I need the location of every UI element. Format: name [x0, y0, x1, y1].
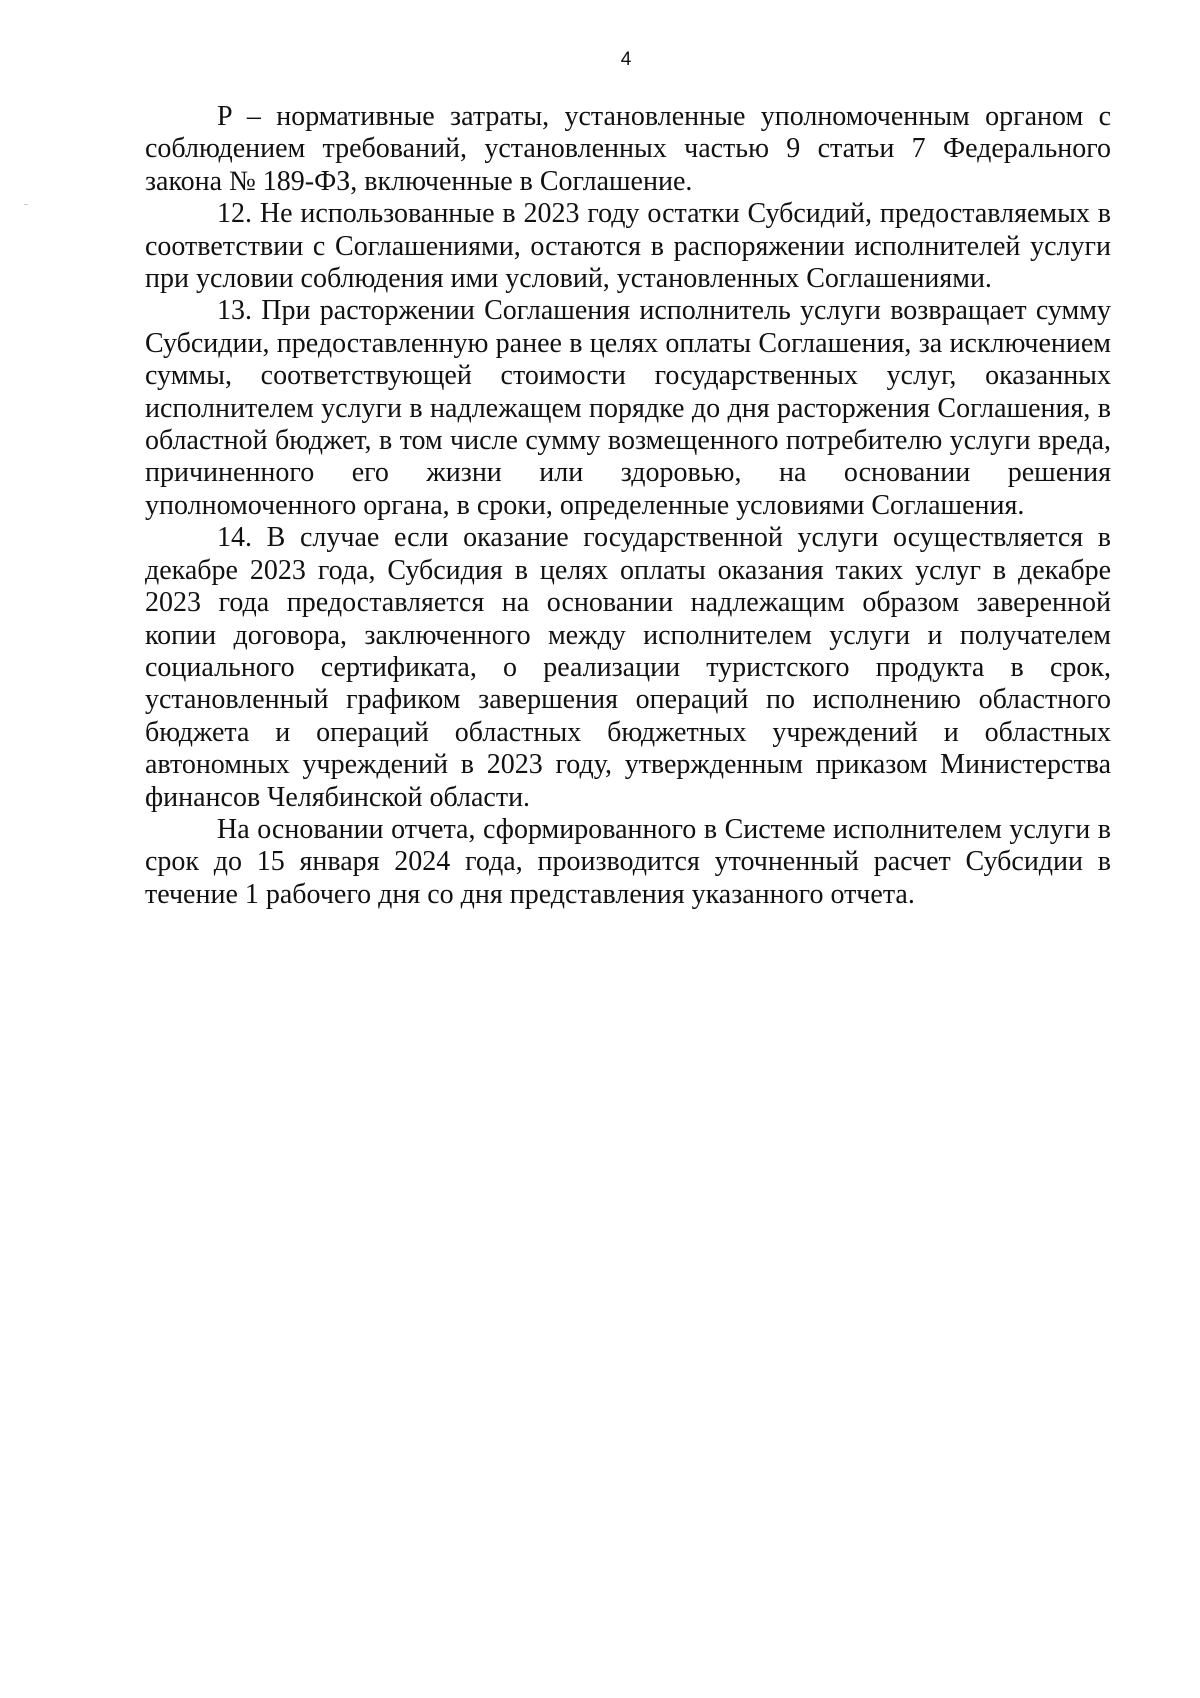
paragraph-13-agreement-termination: 13. При расторжении Соглашения исполнитель услуги возвращает сумму Субсидии, предоставленную ранее в целях оплаты Соглашения, за исключением суммы, соответствующей стоимости государственных услуг, оказанных исполнителем услуги в надлежащем порядке до дня расторжения Соглашения, в областной бюджет, в том числе сумму возмещенного потребителю услуги вреда, причиненного его жизни или здоровью, на основании решения уполномоченного органа, в сроки, определенные условиями Соглашения.	[145, 295, 1111, 521]
scan-mark	[24, 204, 28, 205]
document-body	[145, 101, 1111, 911]
paragraph-normative-costs: P – нормативные затраты, установленные уполномоченным органом с соблюдением требований, установленных частью 9 статьи 7 Федерального закона № 189-ФЗ, включенные в Соглашение.	[145, 101, 1111, 197]
paragraph-14-december-services: 14. В случае если оказание государственной услуги осуществляется в декабре 2023 года, Субсидия в целях оплаты оказания таких услуг в декабре 2023 года предоставляется на основании надлежащим образом заверенной копии договора, заключенного между исполнителем услуги и получателем социального сертификата, о реализации туристского продукта в срок, установленный графиком завершения операций по исполнению областного бюджета и операций областных бюджетных учреждений и областных автономных учреждений в 2023 году, утвержденным приказом Министерства финансов Челябинской области.	[145, 522, 1111, 813]
page-number: 4	[620, 49, 632, 70]
paragraph-report-recalculation: На основании отчета, сформированного в Системе исполнителем услуги в срок до 15 января 2024 года, производится уточненный расчет Субсидии в течение 1 рабочего дня со дня представления указанного отчета.	[145, 813, 1111, 910]
paragraph-12-unused-subsidies: 12. Не использованные в 2023 году остатки Субсидий, предоставляемых в соответствии с Соглашениями, остаются в распоряжении исполнителей услуги при условии соблюдения ими условий, установленных Соглашениями.	[145, 198, 1111, 295]
